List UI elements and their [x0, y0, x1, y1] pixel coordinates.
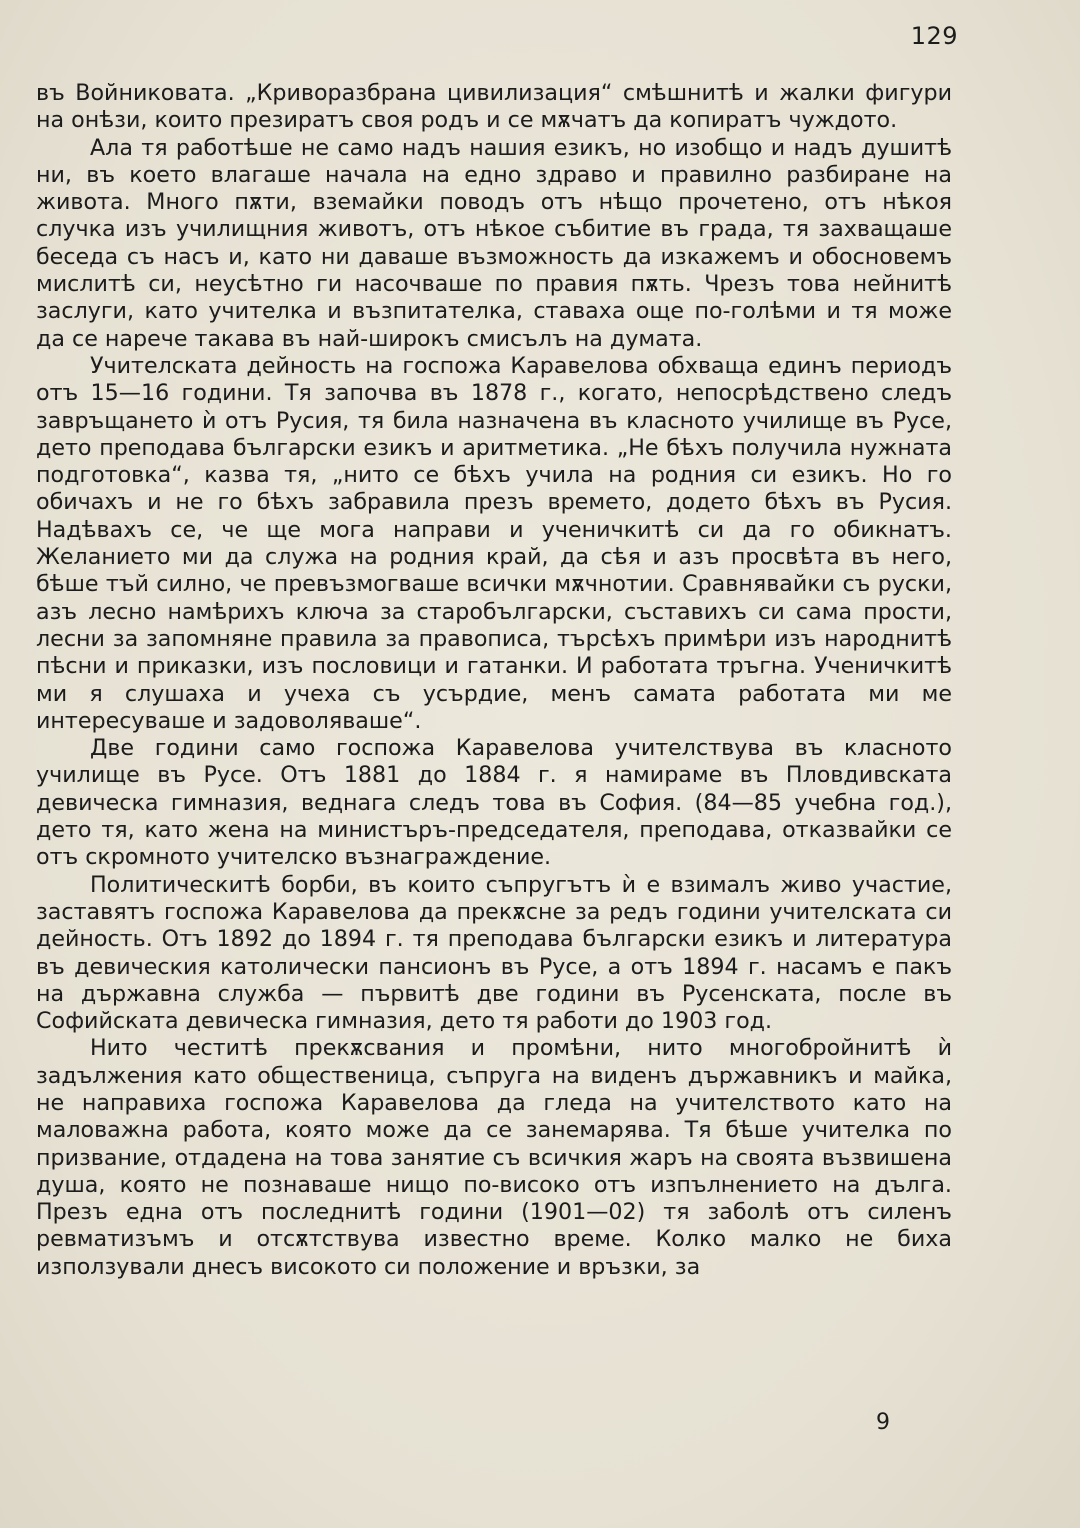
paragraph: Две години само госпожа Каравелова учителствува въ класното училище въ Русе. Отъ 1881 до 1884 г. я намираме въ Пловдивската девическа гимназия, веднага следъ това въ София. (84—85 учебна год.), дето тя, като жена на министъръ-председателя, преподава, отказвайки се отъ скромното учителско възнаграждение. — [36, 735, 952, 871]
paragraph: Ала тя работѣше не само надъ нашия езикъ, но изобщо и надъ душитѣ ни, въ което влагаше начала на едно здраво и правилно разбиране на живота. Много пѫти, вземайки поводъ отъ нѣщо прочетено, отъ нѣкоя случка изъ училищния животъ, отъ нѣкое събитие въ града, тя захващаше беседа съ насъ и, като ни даваше възможность да изкажемъ и обосновемъ мислитѣ си, неусѣтно ги насочваше по правия пѫть. Чрезъ това нейнитѣ заслуги, като учителка и възпитателка, ставаха още по-голѣми и тя може да се нарече такава въ най-широкъ смисълъ на думата. — [36, 134, 952, 352]
paragraph: Нито честитѣ прекѫсвания и промѣни, нито многобройнитѣ ѝ задължения като общественица, съпруга на виденъ държавникъ и майка, не направиха госпожа Каравелова да гледа на учителството като на маловажна работа, която може да се занемарява. Тя бѣше учителка по призвание, отдадена на това занятие съ всичкия жаръ на своята възвишена душа, която не познаваше нищо по-високо отъ изпълнението на дълга. Презъ една отъ последнитѣ години (1901—02) тя заболѣ отъ силенъ ревматизъмъ и отсѫтствува известно време. Колко малко не биха използували днесъ високото си положение и връзки, за — [36, 1035, 952, 1280]
page-number: 129 — [910, 22, 958, 50]
printer-signature-mark: 9 — [876, 1410, 890, 1435]
paragraph: въ Войниковата. „Криворазбрана цивилизация“ смѣшнитѣ и жалки фигури на онѣзи, които презиратъ своя родъ и се мѫчатъ да копиратъ чуждото. — [36, 80, 952, 134]
paragraph: Политическитѣ борби, въ които съпругътъ ѝ е взималъ живо участие, заставятъ госпожа Каравелова да прекѫсне за редъ години учителската си дейность. Отъ 1892 до 1894 г. тя преподава български езикъ и литература въ девическия католически пансионъ въ Русе, а отъ 1894 г. насамъ е пакъ на държавна служба — първитѣ две години въ Русенската, после въ Софийската девическа гимназия, дето тя работи до 1903 год. — [36, 871, 952, 1035]
body-text — [36, 80, 952, 1281]
paragraph: Учителската дейность на госпожа Каравелова обхваща единъ периодъ отъ 15—16 години. Тя започва въ 1878 г., когато, непосрѣдствено следъ завръщането ѝ отъ Русия, тя била назначена въ класното училище въ Русе, дето преподава български езикъ и аритметика. „Не бѣхъ получила нужната подготовка“, казва тя, „нито се бѣхъ учила на родния си езикъ. Но го обичахъ и не го бѣхъ забравила презъ времето, додето бѣхъ въ Русия. Надѣвахъ се, че ще мога направи и ученичкитѣ си да го обикнатъ. Желанието ми да служа на родния край, да сѣя и азъ просвѣта въ него, бѣше тъй силно, че превъзмогваше всички мѫчнотии. Сравнявайки съ руски, азъ лесно намѣрихъ ключа за старобългарски, съставихъ си сама прости, лесни за запомняне правила за правописа, търсѣхъ примѣри изъ народнитѣ пѣсни и приказки, изъ пословици и гатанки. И работата тръгна. Ученичкитѣ ми я слушаха и учеха съ усърдие, менъ самата работата ми ме интересуваше и задоволяваше“. — [36, 352, 952, 734]
